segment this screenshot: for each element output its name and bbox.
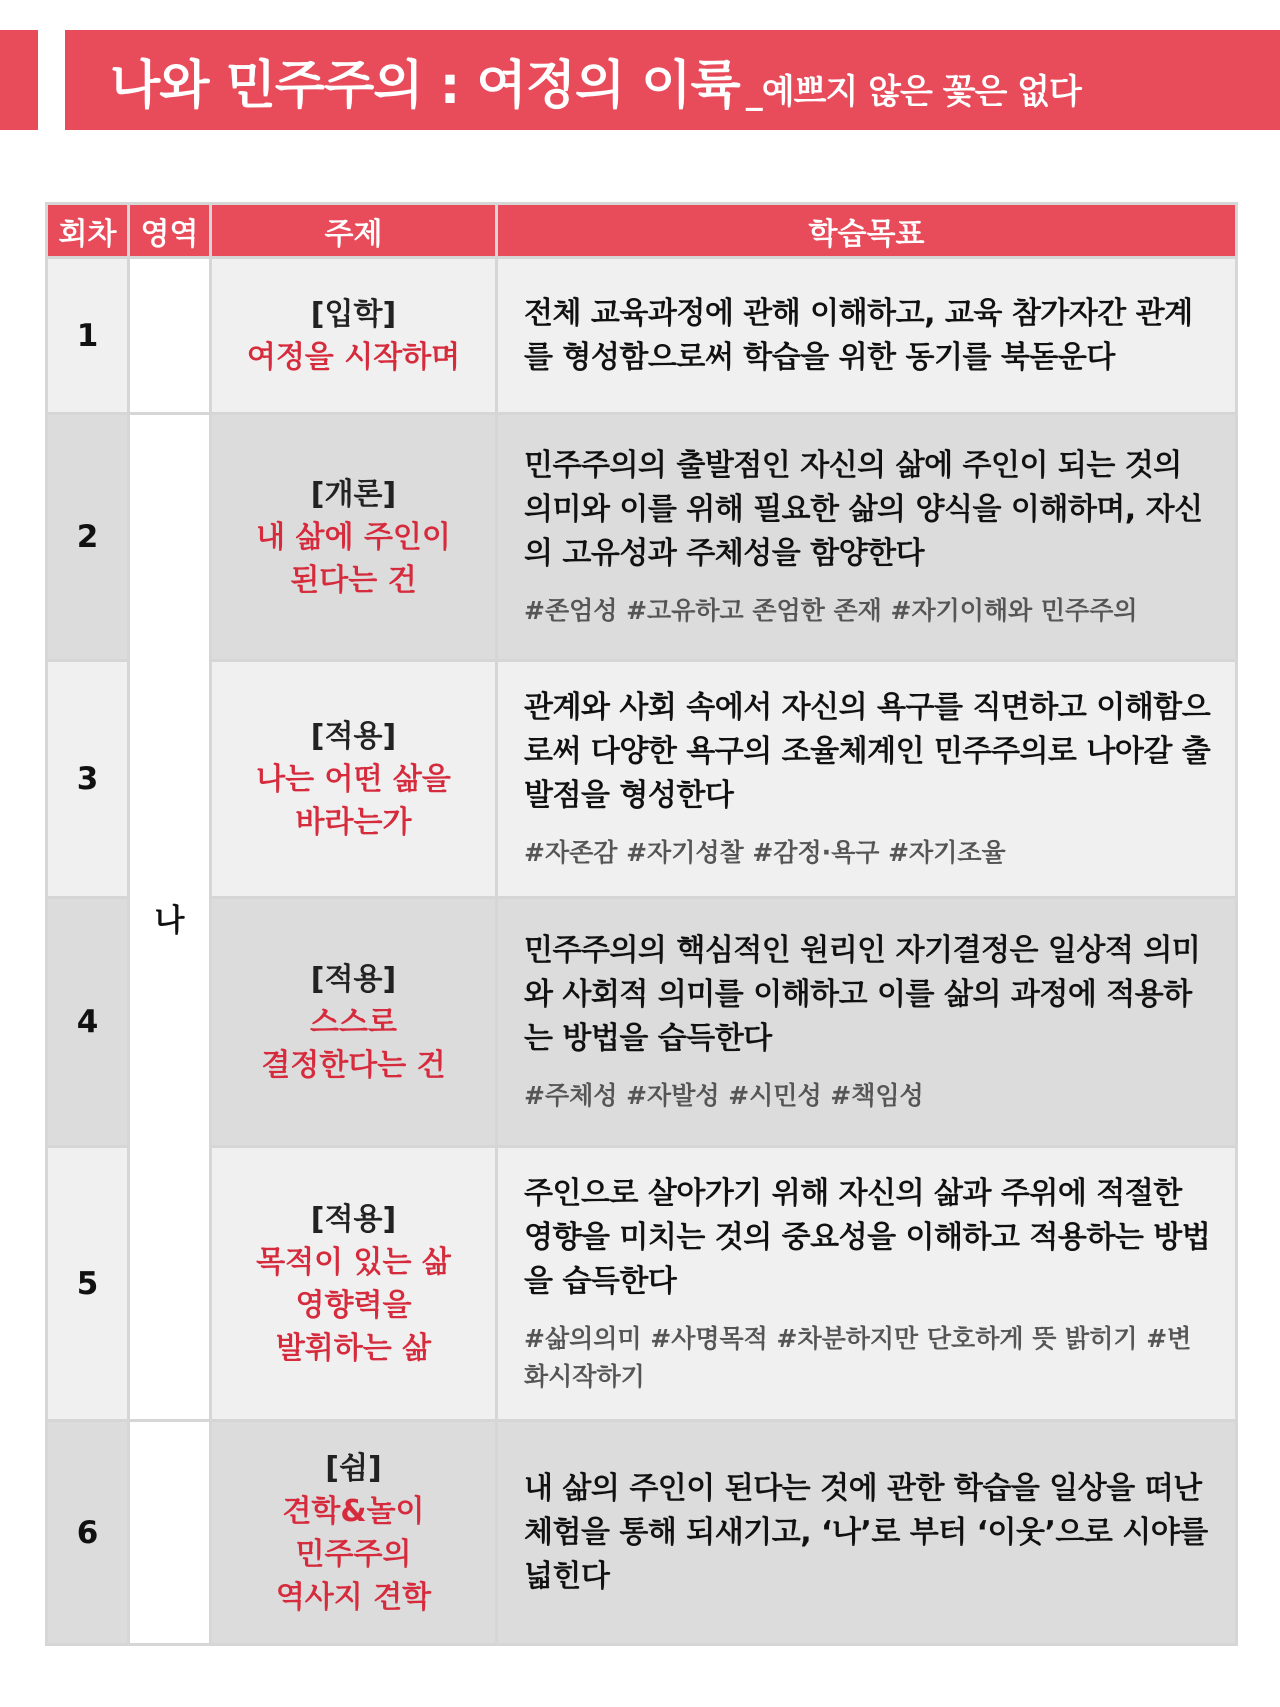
- area-cell-empty: [129, 258, 211, 414]
- header-goal: 학습목표: [497, 204, 1237, 258]
- goal-hashtags: #존엄성 #고유하고 존엄한 존재 #자기이해와 민주주의: [524, 596, 1138, 625]
- table-row: [47, 1147, 1237, 1421]
- topic-cell: [211, 1147, 497, 1421]
- goal-cell: [497, 414, 1237, 661]
- goal-text: 관계와 사회 속에서 자신의 욕구를 직면하고 이해함으로써 다양한 욕구의 조율체계인 민주주의로 나아갈 출발점을 형성한다: [524, 690, 1211, 813]
- topic-title: 내 삶에 주인이 된다는 건: [256, 519, 451, 598]
- topic-tag: [적용]: [310, 718, 397, 754]
- goal-text: 내 삶의 주인이 된다는 것에 관한 학습을 일상을 떠난 체험을 통해 되새기고, ‘나’로 부터 ‘이웃’으로 시야를 넓힌다: [524, 1470, 1208, 1594]
- topic-title: 견학&놀이 민주주의 역사지 견학: [275, 1493, 432, 1615]
- table-header-row: [47, 204, 1237, 258]
- header-topic: 주제: [211, 204, 497, 258]
- topic-tag: [개론]: [310, 476, 397, 512]
- topic-tag: [쉼]: [325, 1450, 382, 1486]
- area-cell: 나: [129, 414, 211, 1421]
- goal-cell: [497, 661, 1237, 898]
- topic-title: 나는 어떤 삶을 바라는가: [256, 761, 451, 840]
- goal-text: 민주주의의 핵심적인 원리인 자기결정은 일상적 의미와 사회적 의미를 이해하고 이를 삶의 과정에 적용하는 방법을 습득한다: [524, 933, 1201, 1056]
- goal-hashtags: #자존감 #자기성찰 #감정·욕구 #자기조율: [524, 838, 1006, 867]
- topic-tag: [입학]: [310, 296, 397, 332]
- title-accent-block: [0, 30, 38, 130]
- goal-cell: [497, 1421, 1237, 1645]
- table-row: [47, 1421, 1237, 1645]
- area-cell-empty: [129, 1421, 211, 1645]
- table-row: [47, 661, 1237, 898]
- goal-text: 민주주의의 출발점인 자신의 삶에 주인이 되는 것의 의미와 이를 위해 필요한 삶의 양식을 이해하며, 자신의 고유성과 주체성을 함양한다: [524, 448, 1203, 571]
- goal-cell: [497, 898, 1237, 1147]
- table-row: [47, 898, 1237, 1147]
- topic-tag: [적용]: [310, 961, 397, 997]
- session-number: 2: [47, 414, 129, 661]
- topic-cell: [211, 661, 497, 898]
- table-row: [47, 414, 1237, 661]
- topic-cell: [211, 1421, 497, 1645]
- page-subtitle: _예쁘지 않은 꽃은 없다: [745, 71, 1081, 112]
- curriculum-table: [45, 202, 1238, 1646]
- session-number: 3: [47, 661, 129, 898]
- header-session: 회차: [47, 204, 129, 258]
- topic-cell: [211, 414, 497, 661]
- goal-text: 주인으로 살아가기 위해 자신의 삶과 주위에 적절한 영향을 미치는 것의 중요성을 이해하고 적용하는 방법을 습득한다: [524, 1175, 1211, 1299]
- topic-tag: [적용]: [310, 1201, 397, 1237]
- topic-title: 목적이 있는 삶 영향력을 발휘하는 삶: [256, 1244, 451, 1366]
- goal-cell: [497, 258, 1237, 414]
- session-number: 1: [47, 258, 129, 414]
- goal-text: 전체 교육과정에 관해 이해하고, 교육 참가자간 관계를 형성함으로써 학습을 위한 동기를 북돋운다: [524, 295, 1193, 375]
- topic-cell: [211, 258, 497, 414]
- session-number: 4: [47, 898, 129, 1147]
- header-area: 영역: [129, 204, 211, 258]
- topic-title: 스스로 결정한다는 건: [261, 1004, 446, 1083]
- goal-hashtags: #주체성 #자발성 #시민성 #책임성: [524, 1081, 924, 1110]
- title-bar: [65, 30, 1280, 130]
- goal-hashtags: #삶의의미 #사명목적 #차분하지만 단호하게 뜻 밝히기 #변화시작하기: [524, 1323, 1192, 1391]
- topic-cell: [211, 898, 497, 1147]
- topic-title: 여정을 시작하며: [246, 339, 461, 375]
- session-number: 5: [47, 1147, 129, 1421]
- session-number: 6: [47, 1421, 129, 1645]
- table-row: [47, 258, 1237, 414]
- page-title: 나와 민주주의 : 여정의 이륙: [110, 55, 740, 116]
- goal-cell: [497, 1147, 1237, 1421]
